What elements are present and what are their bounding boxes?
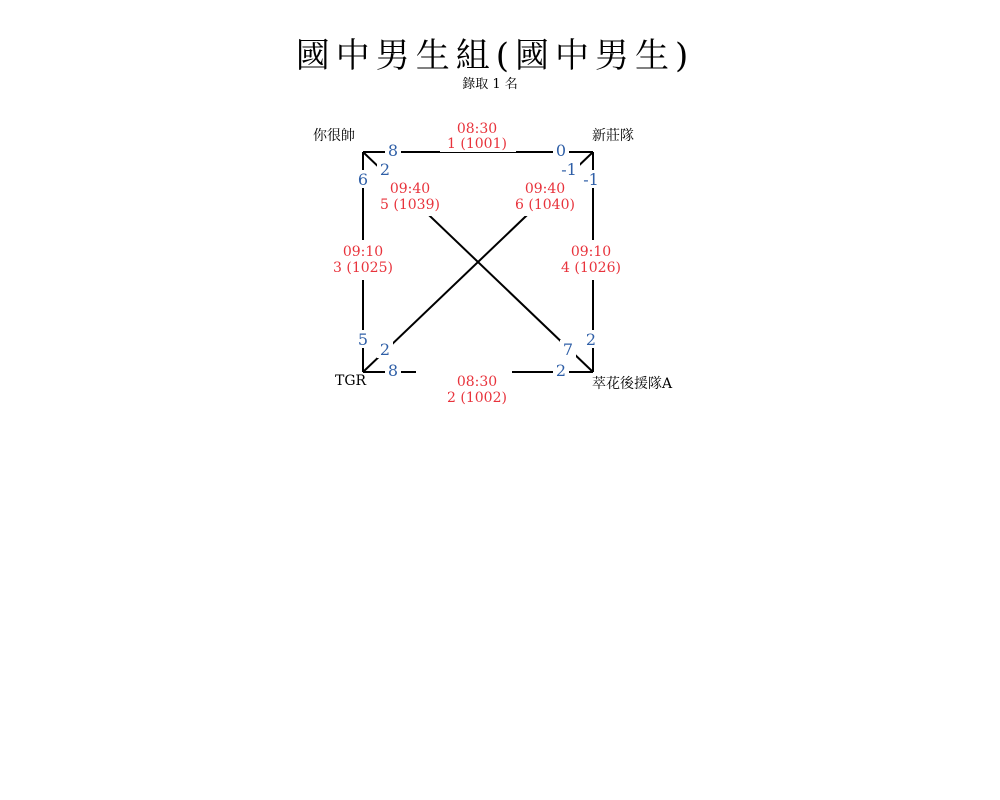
team-bottom-right: 萃花後援隊A (592, 376, 673, 392)
score-m3-top-left: 6 (357, 170, 369, 189)
score-m6-bottom-left: 2 (379, 340, 391, 359)
match-5-label: 5 (1039) (380, 197, 440, 213)
match-5-time: 09:40 (389, 181, 431, 197)
page-title: 國中男生組(國中男生) (295, 36, 695, 76)
match-4-label: 4 (1026) (561, 260, 621, 276)
score-m2-bottom-right: 2 (555, 361, 567, 380)
match-2-time: 08:30 (456, 374, 498, 390)
match-3-time: 09:10 (342, 244, 384, 260)
match-1-time: 08:30 (456, 121, 498, 137)
team-bottom-left: TGR (335, 373, 367, 389)
match-2-label: 2 (1002) (447, 390, 507, 406)
match-1-label: 1 (1001) (447, 136, 507, 152)
score-m6-top-right: -1 (561, 160, 577, 179)
team-top-left: 你很帥 (313, 128, 355, 144)
score-m1-top-right: 0 (555, 141, 567, 160)
match-6-time: 09:40 (524, 181, 566, 197)
page-subtitle: 錄取 1 名 (462, 77, 518, 92)
score-m5-bottom-right: 7 (562, 340, 574, 359)
score-m4-bottom-right: 2 (585, 330, 597, 349)
score-m5-top-left: 2 (379, 160, 391, 179)
match-3-label: 3 (1025) (333, 260, 393, 276)
team-top-right: 新莊隊 (592, 128, 634, 144)
score-m1-top-left: 8 (387, 141, 399, 160)
match-6-label: 6 (1040) (515, 197, 575, 213)
score-m4-top-right: -1 (583, 170, 599, 189)
match-4-time: 09:10 (570, 244, 612, 260)
score-m3-bottom-left: 5 (357, 330, 369, 349)
score-m2-bottom-left: 8 (387, 361, 399, 380)
